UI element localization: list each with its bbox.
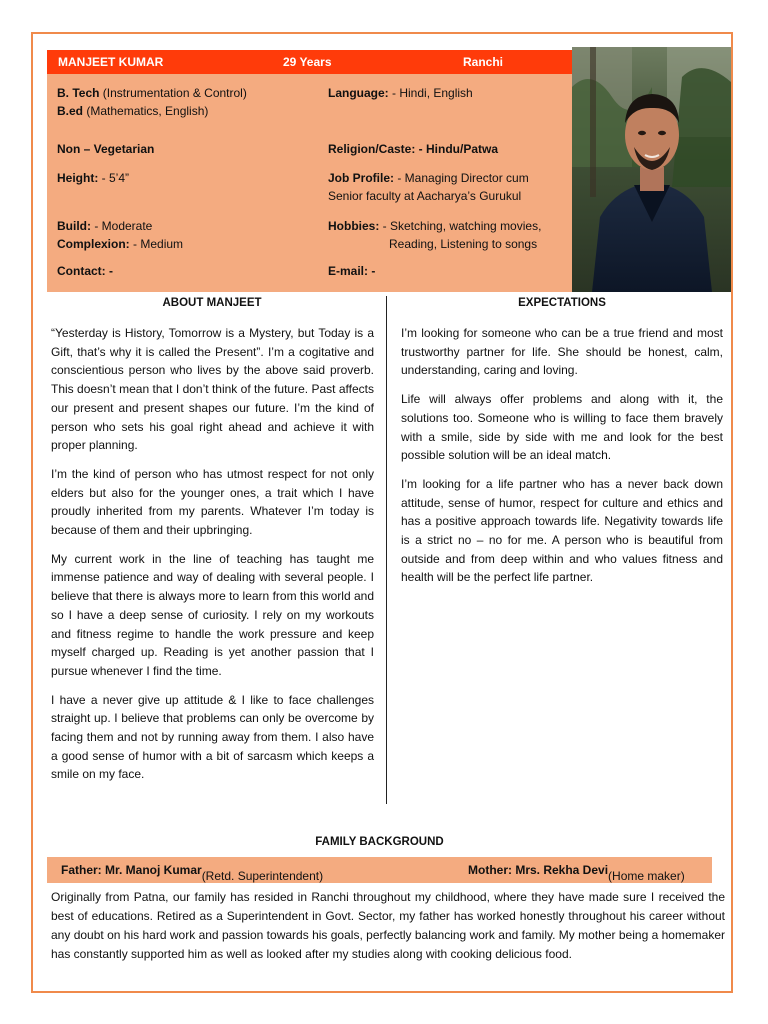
- expectations-text: [401, 324, 723, 597]
- expectations-paragraph: I’m looking for a life partner who has a never back down attitude, sense of humor, respect for culture and ethics and has a positive approach towards life. Negativity towards life is a strict no – no for me. A person who is beautiful from outside and from deep within and who values fitness and health will be the perfect life partner.: [401, 476, 723, 585]
- education-line-2: B.ed (Mathematics, English): [57, 104, 209, 118]
- profile-header-bar: [47, 50, 572, 74]
- hobbies-continued: Reading, Listening to songs: [389, 237, 538, 251]
- height-field: Height: - 5’4”: [57, 171, 130, 185]
- build-field: Build: - Moderate: [57, 219, 153, 233]
- expectations-title: EXPECTATIONS: [518, 297, 606, 309]
- column-divider: [386, 296, 387, 804]
- mother-field: Mother: Mrs. Rekha Devi (Home maker): [468, 863, 685, 883]
- about-paragraph: “Yesterday is History, Tomorrow is a Mystery, but Today is a Gift, that’s why it is called the Present”. I’m a cogitative and conscientious person who lives by the above said proverb. This doesn’t mean that I don’t think of the future. Past affects our present and present shapes our future. I’m the kind of person who sets his goal right ahead and achieve it with proper planning.: [51, 326, 374, 453]
- about-paragraph: I’m the kind of person who has utmost respect for not only elders but also for the younger ones, a trait which I have proudly inherited from my parents. Whatever I’m today is because of them and their upbringing.: [51, 466, 374, 538]
- job-profile-field: Job Profile: - Managing Director cum: [328, 171, 529, 185]
- job-profile-continued: Senior faculty at Aacharya’s Gurukul: [328, 189, 522, 203]
- profile-photo: [572, 47, 731, 292]
- about-paragraph: My current work in the line of teaching has taught me immense patience and way of dealing with several people. I believe that there is always more to learn from this world and so I have a deep sense of curiosity. I rely on my workouts and fitness regime to handle the work pressure and keep myself charged up. Reading is yet another passion that I pursue whenever I find the time.: [51, 551, 374, 678]
- about-title: ABOUT MANJEET: [162, 297, 262, 309]
- profile-name: MANJEET KUMAR: [58, 55, 164, 69]
- expectations-paragraph: Life will always offer problems and along with it, the solutions too. Someone who is willing to face them bravely with a smile, side by side with me and look for the best possible solution will be an ideal match.: [401, 392, 723, 463]
- parents-bar: [47, 857, 712, 883]
- contact-field: Contact: -: [57, 264, 113, 278]
- diet-field: Non – Vegetarian: [57, 142, 155, 156]
- about-text: [51, 324, 374, 794]
- religion-field: Religion/Caste: - Hindu/Patwa: [328, 142, 499, 156]
- profile-details-panel: [47, 74, 572, 292]
- email-field: E-mail: -: [328, 264, 376, 278]
- expectations-paragraph: I’m looking for someone who can be a true friend and most trustworthy partner for life. She should be honest, calm, understanding, caring and loving.: [401, 326, 723, 378]
- complexion-field: Complexion: - Medium: [57, 237, 184, 251]
- hobbies-field: Hobbies: - Sketching, watching movies,: [328, 219, 542, 233]
- language-field: Language: - Hindi, English: [328, 86, 473, 100]
- about-paragraph: I have a never give up attitude & I like to face challenges straight up. I believe that problems can only be overcome by facing them and not by running away from them. I also have a good sense of humor with a bit of sarcasm which keeps a smile on my face.: [51, 692, 374, 782]
- father-field: Father: Mr. Manoj Kumar (Retd. Superintendent): [61, 863, 324, 883]
- education-line-1: B. Tech (Instrumentation & Control): [57, 86, 247, 100]
- profile-city: Ranchi: [463, 55, 504, 69]
- family-title: FAMILY BACKGROUND: [315, 836, 444, 848]
- family-description: Originally from Patna, our family has resided in Ranchi throughout my childhood, where they have made sure I received the best of educations. Retired as a Superintendent in Govt. Sector, my father has worked honestly throughout his career without any doubt on his hard work and passion towards his goals, perfectly balancing work and family. My mother being a homemaker has constantly supported him as well as looked after my studies along with cooking delicious food.: [51, 890, 725, 961]
- profile-age: 29 Years: [283, 55, 332, 69]
